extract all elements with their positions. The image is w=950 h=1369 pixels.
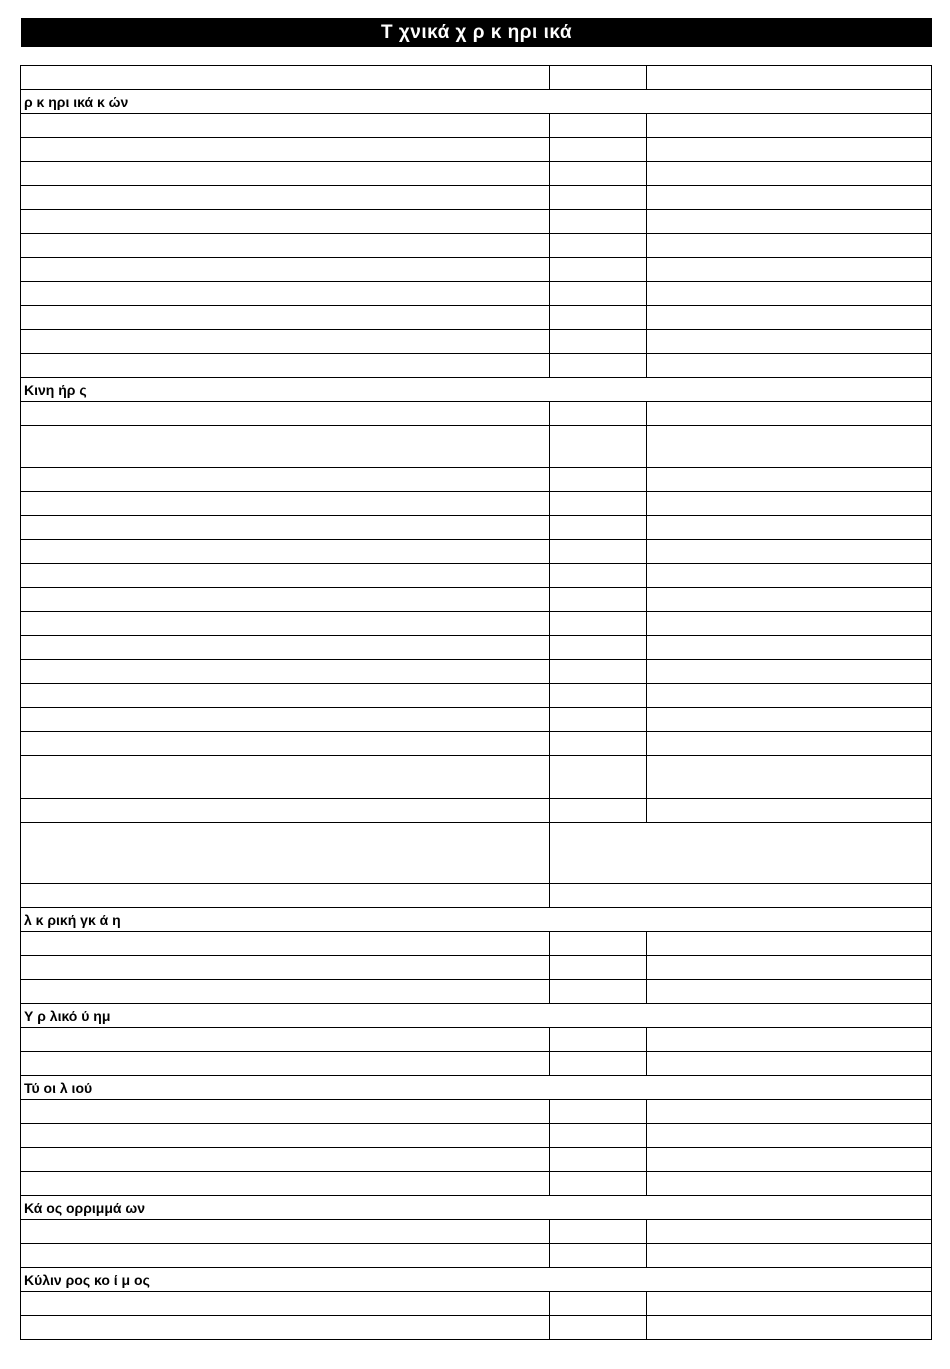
spec-label-cell <box>21 468 550 492</box>
spec-value-cell <box>647 799 932 823</box>
spec-label-cell <box>21 162 550 186</box>
spec-unit-cell <box>550 956 647 980</box>
table-row <box>21 492 932 516</box>
spec-label-cell <box>21 564 550 588</box>
table-row <box>21 684 932 708</box>
spec-value-cell <box>647 282 932 306</box>
spec-unit-cell <box>550 492 647 516</box>
spec-value-cell <box>647 684 932 708</box>
spec-unit-cell <box>550 1172 647 1196</box>
spec-label-cell <box>21 402 550 426</box>
spec-label-cell <box>21 138 550 162</box>
table-row <box>21 354 932 378</box>
spec-unit-cell <box>550 114 647 138</box>
spec-label-cell <box>21 1292 550 1316</box>
spec-value-cell <box>647 258 932 282</box>
spec-label-cell <box>21 1316 550 1340</box>
table-row <box>21 1220 932 1244</box>
spec-value-cell <box>647 636 932 660</box>
spec-unit-cell <box>550 138 647 162</box>
table-row <box>21 540 932 564</box>
spec-value-cell <box>647 468 932 492</box>
spec-label-cell <box>21 799 550 823</box>
table-row <box>21 756 932 799</box>
table-row <box>21 1148 932 1172</box>
table-row <box>21 564 932 588</box>
section-header-row <box>21 1004 932 1028</box>
section-header-label: Κινη ήρ ς <box>21 378 932 402</box>
table-row <box>21 516 932 540</box>
spec-label-cell <box>21 708 550 732</box>
spec-value-cell <box>647 1028 932 1052</box>
table-row <box>21 162 932 186</box>
spec-unit-cell <box>550 186 647 210</box>
spec-unit-cell <box>550 354 647 378</box>
spec-label-cell <box>21 306 550 330</box>
spec-value-cell <box>647 612 932 636</box>
page-title: Τ χνικά χ ρ κ ηρι ικά <box>21 18 932 47</box>
section-header-label: λ κ ρική γκ ά η <box>21 908 932 932</box>
spec-value-cell <box>647 306 932 330</box>
table-row <box>21 799 932 823</box>
spec-table-body <box>21 66 932 1340</box>
spec-label-cell <box>21 660 550 684</box>
table-row <box>21 956 932 980</box>
spec-label-cell <box>21 540 550 564</box>
table-row <box>21 660 932 684</box>
table-row <box>21 114 932 138</box>
table-row <box>21 636 932 660</box>
spec-unit-cell <box>550 660 647 684</box>
spec-label-cell <box>21 636 550 660</box>
spec-unit-cell <box>550 799 647 823</box>
spec-value-cell <box>647 932 932 956</box>
table-row <box>21 1244 932 1268</box>
spec-label-cell <box>21 1172 550 1196</box>
spec-unit-cell <box>550 468 647 492</box>
spec-value-cell <box>647 330 932 354</box>
spec-label-cell <box>21 354 550 378</box>
spec-label-cell <box>21 1100 550 1124</box>
spec-unit-cell <box>550 1316 647 1340</box>
spec-unit-cell <box>550 66 647 90</box>
section-header-label: Κύλιν ρος κο ί μ ος <box>21 1268 932 1292</box>
table-row <box>21 138 932 162</box>
table-row <box>21 234 932 258</box>
spec-value-cell <box>647 660 932 684</box>
spec-unit-cell <box>550 1028 647 1052</box>
spec-value-cell <box>647 756 932 799</box>
spec-value-cell <box>647 186 932 210</box>
section-header-label: Τύ οι λ ιού <box>21 1076 932 1100</box>
spec-label-cell <box>21 756 550 799</box>
table-row <box>21 210 932 234</box>
spec-value-cell <box>647 138 932 162</box>
spec-unit-cell <box>550 402 647 426</box>
spec-label-cell <box>21 732 550 756</box>
spec-label-cell <box>21 66 550 90</box>
spec-label-cell <box>21 1028 550 1052</box>
spec-value-cell <box>647 234 932 258</box>
spec-value-cell <box>647 66 932 90</box>
table-row <box>21 282 932 306</box>
table-row <box>21 884 932 908</box>
spec-unit-cell <box>550 636 647 660</box>
spec-value-cell <box>647 1100 932 1124</box>
spec-value-cell <box>647 588 932 612</box>
spec-unit-cell <box>550 756 647 799</box>
table-row <box>21 1028 932 1052</box>
spec-unit-cell <box>550 932 647 956</box>
spec-value-cell <box>647 114 932 138</box>
spec-value-cell <box>647 1244 932 1268</box>
spec-label-cell <box>21 1244 550 1268</box>
spec-unit-cell <box>550 612 647 636</box>
spec-value-cell <box>647 492 932 516</box>
spec-unit-cell <box>550 1244 647 1268</box>
spec-unit-cell <box>550 564 647 588</box>
table-row <box>21 588 932 612</box>
spec-unit-cell <box>550 234 647 258</box>
spec-value-cell <box>647 732 932 756</box>
spec-unit-cell <box>550 516 647 540</box>
spec-unit-cell <box>550 282 647 306</box>
table-row <box>21 330 932 354</box>
spec-unit-cell <box>550 1292 647 1316</box>
spec-unit-cell <box>550 1100 647 1124</box>
table-row <box>21 258 932 282</box>
spec-label-cell <box>21 1220 550 1244</box>
spec-value-cell <box>647 1124 932 1148</box>
spec-unit-cell <box>550 210 647 234</box>
spec-label-cell <box>21 282 550 306</box>
spec-label-cell <box>21 823 550 884</box>
spec-label-cell <box>21 330 550 354</box>
spec-value-cell <box>647 426 932 468</box>
table-row <box>21 468 932 492</box>
table-row <box>21 1052 932 1076</box>
spec-unit-cell <box>550 426 647 468</box>
spec-value-cell <box>647 354 932 378</box>
table-row <box>21 732 932 756</box>
table-row <box>21 1172 932 1196</box>
spec-label-cell <box>21 426 550 468</box>
spec-value-cell <box>647 210 932 234</box>
spec-value-cell <box>550 823 932 884</box>
spec-unit-cell <box>550 306 647 330</box>
spec-value-cell <box>647 1316 932 1340</box>
spec-unit-cell <box>550 588 647 612</box>
spec-unit-cell <box>550 258 647 282</box>
section-header-row <box>21 1076 932 1100</box>
spec-value-cell <box>647 540 932 564</box>
table-row <box>21 66 932 90</box>
spec-label-cell <box>21 516 550 540</box>
spec-unit-cell <box>550 732 647 756</box>
spec-label-cell <box>21 1052 550 1076</box>
spec-label-cell <box>21 588 550 612</box>
spec-unit-cell <box>550 1124 647 1148</box>
spec-label-cell <box>21 684 550 708</box>
spec-value-cell <box>647 402 932 426</box>
section-header-row <box>21 1268 932 1292</box>
spec-unit-cell <box>550 1052 647 1076</box>
table-row <box>21 980 932 1004</box>
spec-unit-cell <box>550 162 647 186</box>
spec-unit-cell <box>550 1148 647 1172</box>
table-row <box>21 823 932 884</box>
table-row <box>21 1292 932 1316</box>
spec-value-cell <box>647 564 932 588</box>
spec-unit-cell <box>550 684 647 708</box>
table-row <box>21 186 932 210</box>
spec-unit-cell <box>550 980 647 1004</box>
table-row <box>21 402 932 426</box>
spec-label-cell <box>21 980 550 1004</box>
spec-value-cell <box>550 884 932 908</box>
table-row <box>21 612 932 636</box>
section-header-label: Κά ος ορριμμά ων <box>21 1196 932 1220</box>
spec-value-cell <box>647 1148 932 1172</box>
spec-label-cell <box>21 1124 550 1148</box>
section-header-label: ρ κ ηρι ικά κ ών <box>21 90 932 114</box>
section-header-row <box>21 90 932 114</box>
spec-label-cell <box>21 956 550 980</box>
spec-label-cell <box>21 210 550 234</box>
section-header-row <box>21 378 932 402</box>
spec-value-cell <box>647 956 932 980</box>
table-row <box>21 306 932 330</box>
spec-label-cell <box>21 234 550 258</box>
table-row <box>21 1316 932 1340</box>
spec-value-cell <box>647 1052 932 1076</box>
table-row <box>21 1100 932 1124</box>
spec-label-cell <box>21 884 550 908</box>
spec-label-cell <box>21 932 550 956</box>
section-header-row <box>21 1196 932 1220</box>
spec-value-cell <box>647 980 932 1004</box>
spec-unit-cell <box>550 708 647 732</box>
spec-value-cell <box>647 162 932 186</box>
spec-label-cell <box>21 258 550 282</box>
spec-label-cell <box>21 114 550 138</box>
spec-value-cell <box>647 1172 932 1196</box>
table-row <box>21 426 932 468</box>
section-header-label: Υ ρ λικό ύ ημ <box>21 1004 932 1028</box>
spec-label-cell <box>21 612 550 636</box>
spec-label-cell <box>21 1148 550 1172</box>
spec-label-cell <box>21 492 550 516</box>
spec-value-cell <box>647 516 932 540</box>
spec-table <box>20 65 932 1340</box>
table-row <box>21 1124 932 1148</box>
table-row <box>21 932 932 956</box>
spec-value-cell <box>647 708 932 732</box>
spec-unit-cell <box>550 330 647 354</box>
spec-value-cell <box>647 1220 932 1244</box>
table-row <box>21 708 932 732</box>
section-header-row <box>21 908 932 932</box>
spec-unit-cell <box>550 1220 647 1244</box>
spec-value-cell <box>647 1292 932 1316</box>
spec-label-cell <box>21 186 550 210</box>
spec-unit-cell <box>550 540 647 564</box>
